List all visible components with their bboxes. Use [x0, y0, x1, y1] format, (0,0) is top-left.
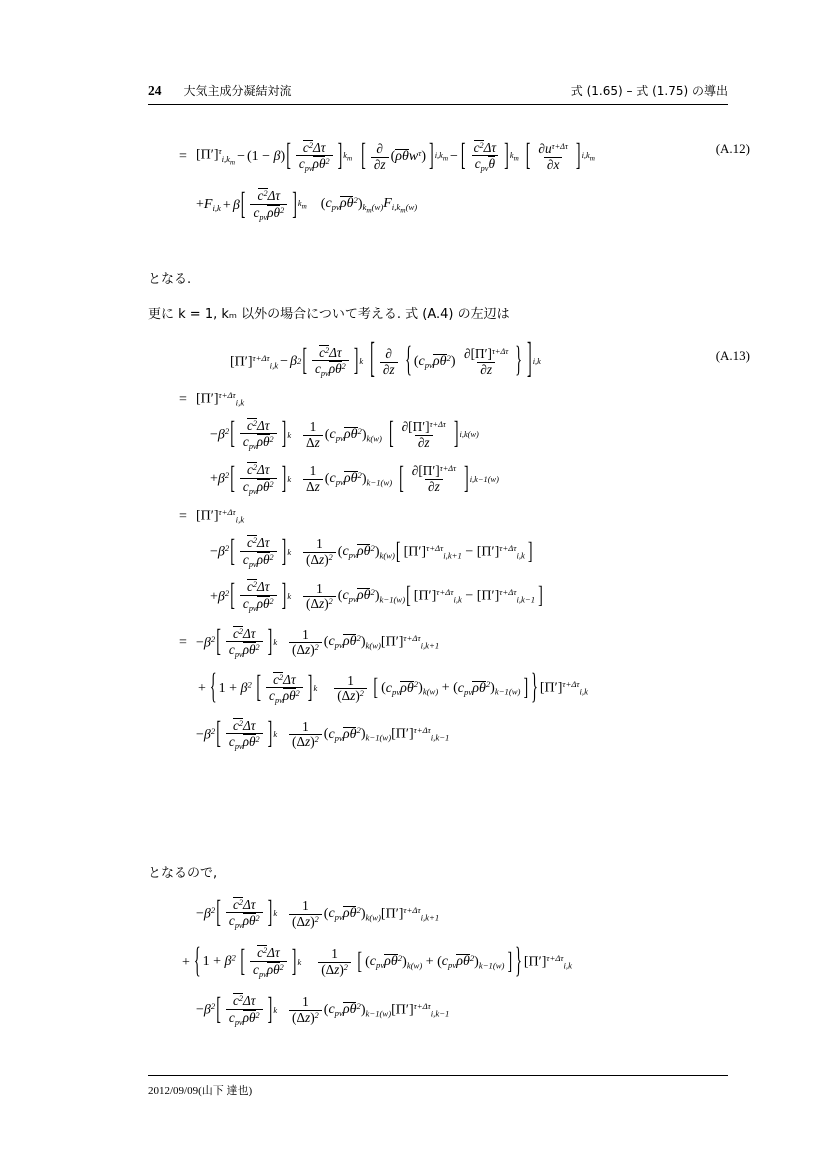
paragraph-1: となる. — [148, 272, 192, 287]
equation-a12-tag: (A.12) — [715, 141, 750, 156]
equation-a13-line10: $-\beta^2$ [ $\frac{c^2\Delta\tau}{c_{pv}\rho\theta^2}$ ] k $\frac{1}{(\Delta z)^2}$ $(c_{pv}\rho\theta^2)_{k-1(w)}[\Pi']^{\tau+\Delta\tau}_{i,k-1}$ (A.13) — [196, 348, 750, 752]
equation-a13 — [170, 338, 750, 752]
equation-a13-line9: + { $1 + \beta^2$ [ $\frac{c^2\Delta\tau}{c_{pv}\rho\theta^2}$ ] k $\frac{1}{(\Delta z)^2}$ [ $(c_{pv}\rho\theta^2)_{k(w)} + (c_{pv}\rho\theta^2)_{k-1(w)}$ ] } $[\Pi']^{\tau+\Delta\tau}_{i,k}$ — [198, 668, 588, 708]
equation-a13-line1: $[\Pi']^{\tau+\Delta\tau}_{i,k}$ − β 2 [ $\frac{c^2\Delta\tau}{c_{pv}\rho\theta^2}$ ] k [ $\frac{\partial}{\partial z}$ { $(c_{pv}\rho\theta^2)$ $\frac{\partial[\Pi']^{\tau+\Delta\tau}}{\partial z}$ } ] i,k — [230, 338, 541, 384]
equation-a13-line6: $-\beta^2$ [ $\frac{c^2\Delta\tau}{c_{pv}\rho\theta^2}$ ] k $\frac{1}{(\Delta z)^2}$ $(c_{pv}\rho\theta^2)_{k(w)}$ [ $[\Pi']^{\tau+\Delta\tau}_{i,k+1} - [\Pi']^{\tau+\Delta\tau}_{i,k}$ ] — [210, 534, 533, 570]
equation-a13-line3: $-\beta^2$ [ $\frac{c^2\Delta\tau}{c_{pv}\rho\theta^2}$ ] k $\frac{1}{\Delta z}$ $(c_{pv}\rho\theta^2)_{k(w)}$ [ $\frac{\partial[\Pi']^{\tau+\Delta\tau}}{\partial z}$ ] i,k(w) — [210, 417, 479, 452]
equation-a12-line1: = $[\Pi']^\tau_{i,k_m}$ − (1 − β) [ $\frac{c^2\Delta\tau}{c_{pv}\rho\theta^2}$ ] $k_m$ [ $\frac{\partial}{\partial z}$ (ρθw$^\tau$) ] $i,k_m$ − [ $\frac{c^2\Delta\tau}{c_{pv}\theta}$ ] $k_m$ [ $\frac{\partial u^{\tau+\Delta\tau}}{\partial x}$ ] $i,k_m$ — [179, 139, 595, 174]
equation-a13-line5: = $[\Pi']^{\tau+\Delta\tau}_{i,k}$ — [179, 507, 245, 525]
equation-a13-line2: = $[\Pi']^{\tau+\Delta\tau}_{i,k}$ — [179, 390, 245, 408]
footer-text: 2012/09/09(山下 達也) — [148, 1085, 253, 1097]
equation-a12 — [170, 139, 750, 223]
equation-final-line3: $-\beta^2$ [ $\frac{c^2\Delta\tau}{c_{pv}\rho\theta^2}$ ] k $\frac{1}{(\Delta z)^2}$ $(c_{pv}\rho\theta^2)_{k-1(w)}[\Pi']^{\tau+\Delta\tau}_{i,k-1}$ — [196, 992, 450, 1028]
equation-final-line2: + { $1 + \beta^2$ [ $\frac{c^2\Delta\tau}{c_{pv}\rho\theta^2}$ ] k $\frac{1}{(\Delta z)^2}$ [ $(c_{pv}\rho\theta^2)_{k(w)} + (c_{pv}\rho\theta^2)_{k-1(w)}$ ] } $[\Pi']^{\tau+\Delta\tau}_{i,k}$ — [182, 942, 572, 982]
equation-final-line1: $-\beta^2$ [ $\frac{c^2\Delta\tau}{c_{pv}\rho\theta^2}$ ] k $\frac{1}{(\Delta z)^2}$ $(c_{pv}\rho\theta^2)_{k(w)}[\Pi']^{\tau+\Delta\tau}_{i,k+1}$ — [196, 896, 440, 931]
page-header — [148, 82, 728, 99]
equation-a13-line4: $+\beta^2$ [ $\frac{c^2\Delta\tau}{c_{pv}\rho\theta^2}$ ] k $\frac{1}{\Delta z}$ $(c_{pv}\rho\theta^2)_{k-1(w)}$ [ $\frac{\partial[\Pi']^{\tau+\Delta\tau}}{\partial z}$ ] i,k−1(w) — [210, 461, 499, 497]
equation-final — [170, 897, 728, 1027]
header-rule — [148, 104, 728, 105]
paragraph-3: となるので, — [148, 866, 218, 881]
paragraph-2: 更に k = 1, kₘ 以外の場合について考える. 式 (A.4) の左辺は — [148, 307, 510, 322]
chapter-title: 大気主成分凝結対流 — [183, 84, 292, 98]
header-left-group — [148, 82, 292, 99]
equation-a13-line7: $+\beta^2$ [ $\frac{c^2\Delta\tau}{c_{pv}\rho\theta^2}$ ] k $\frac{1}{(\Delta z)^2}$ $(c_{pv}\rho\theta^2)_{k-1(w)}$ [ $[\Pi']^{\tau+\Delta\tau}_{i,k} - [\Pi']^{\tau+\Delta\tau}_{i,k-1}$ ] — [210, 578, 543, 614]
section-title: 式 (1.65) – 式 (1.75) の導出 — [570, 84, 728, 98]
footer-rule — [148, 1075, 728, 1076]
equation-a13-tag: (A.13) — [715, 348, 750, 363]
equation-a12-line2: $+F_{i,k}$ + β [ $\frac{c^2\Delta\tau}{c_{pv}\rho\theta^2}$ ] $k_m$ $(c_{pv}\rho\theta^2)_{k_m(w)}$ $F_{i,k_m(w)}$ (A.12) — [196, 141, 750, 223]
page-number: 24 — [148, 83, 162, 98]
equation-a13-line8: = $-\beta^2$ [ $\frac{c^2\Delta\tau}{c_{pv}\rho\theta^2}$ ] k $\frac{1}{(\Delta z)^2}$ $(c_{pv}\rho\theta^2)_{k(w)}[\Pi']^{\tau+\Delta\tau}_{i,k+1}$ — [179, 624, 440, 660]
